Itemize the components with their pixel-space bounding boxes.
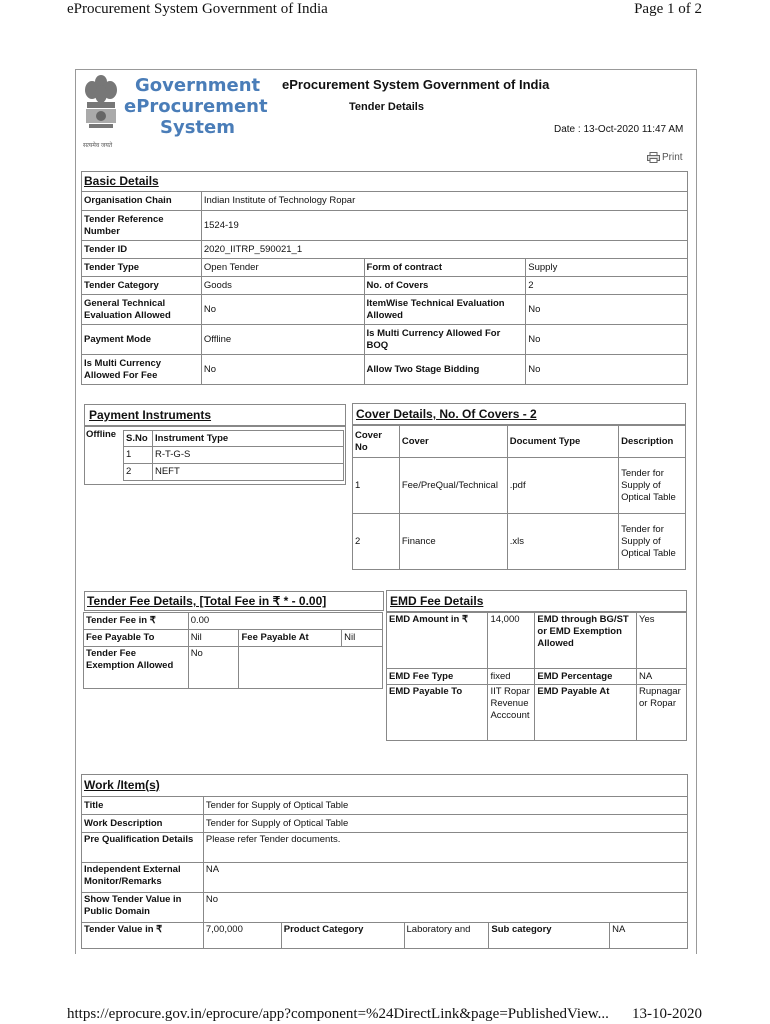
- offline-label: Offline: [86, 429, 117, 440]
- page-header-title: eProcurement System Government of India: [67, 1, 328, 17]
- no-covers-label: No. of Covers: [364, 277, 526, 295]
- multi-boq-value: No: [526, 325, 688, 355]
- payment-instruments-table: [123, 430, 344, 481]
- form-contract-label: Form of contract: [364, 259, 526, 277]
- emd-percentage-label: EMD Percentage: [535, 669, 637, 685]
- fee-payable-to-value: Nil: [188, 630, 239, 647]
- tender-fee-label: Tender Fee in ₹: [84, 613, 189, 630]
- cover-details-table: [352, 425, 686, 570]
- tender-fee-table: [83, 612, 383, 689]
- tender-type-label: Tender Type: [82, 259, 202, 277]
- fee-payable-at-label: Fee Payable At: [239, 630, 342, 647]
- multi-fee-value: No: [201, 355, 364, 385]
- cover-no: 2: [353, 514, 400, 570]
- indep-monitor-value: NA: [203, 863, 687, 893]
- tender-fee-header: [84, 591, 384, 611]
- cover-description: Tender for Supply of Optical Table: [619, 458, 686, 514]
- national-emblem-icon: [81, 72, 121, 147]
- payment-instruments-title: Payment Instruments: [89, 408, 212, 422]
- emd-fee-title: EMD Fee Details: [390, 594, 484, 608]
- cover-row: [353, 458, 686, 514]
- tender-id-value: 2020_IITRP_590021_1: [201, 241, 687, 259]
- emd-payable-at-label: EMD Payable At: [535, 685, 637, 741]
- emd-amount-label: EMD Amount in ₹: [387, 613, 488, 669]
- work-title-label: Title: [82, 797, 204, 815]
- printer-icon: [647, 152, 660, 163]
- emd-payable-to-label: EMD Payable To: [387, 685, 488, 741]
- cover-no: 1: [353, 458, 400, 514]
- payment-mode-label: Payment Mode: [82, 325, 202, 355]
- sub-category-value: NA: [610, 923, 688, 949]
- emd-fee-header: [386, 590, 687, 612]
- org-chain-label: Organisation Chain: [82, 192, 202, 211]
- fee-payable-at-value: Nil: [342, 630, 383, 647]
- product-category-label: Product Category: [281, 923, 404, 949]
- fee-exemption-label: Tender Fee Exemption Allowed: [84, 647, 189, 689]
- payment-instruments-header: [84, 404, 346, 426]
- emd-payable-to-value: IIT Ropar Revenue Acccount: [488, 685, 535, 741]
- page-url: https://eprocure.gov.in/eprocure/app?component=%24DirectLink&page=PublishedView...: [67, 1006, 609, 1022]
- prequal-value: Please refer Tender documents.: [203, 833, 687, 863]
- print-link[interactable]: [647, 152, 683, 163]
- no-covers-value: 2: [526, 277, 688, 295]
- prequal-label: Pre Qualification Details: [82, 833, 204, 863]
- cover-doc-type: .xls: [507, 514, 618, 570]
- logo-text: [124, 75, 268, 138]
- date-text: Date : 13-Oct-2020 11:47 AM: [554, 124, 684, 135]
- cover-row: [353, 514, 686, 570]
- gen-tech-label: General Technical Evaluation Allowed: [82, 295, 202, 325]
- page-number: Page 1 of 2: [634, 1, 702, 17]
- tender-value-value: 7,00,000: [203, 923, 281, 949]
- site-title: eProcurement System Government of India: [282, 77, 550, 92]
- col-instrument-type: Instrument Type: [152, 431, 343, 447]
- cover-doc-type: .pdf: [507, 458, 618, 514]
- emd-amount-value: 14,000: [488, 613, 535, 669]
- itemwise-label: ItemWise Technical Evaluation Allowed: [364, 295, 526, 325]
- cover-details-header: [352, 403, 686, 425]
- multi-fee-label: Is Multi Currency Allowed For Fee: [82, 355, 202, 385]
- payment-mode-value: Offline: [201, 325, 364, 355]
- gen-tech-value: No: [201, 295, 364, 325]
- org-chain-value: Indian Institute of Technology Ropar: [201, 192, 687, 211]
- instrument-row: [124, 464, 344, 481]
- logo-line-3: System: [160, 117, 235, 138]
- fee-payable-to-label: Fee Payable To: [84, 630, 189, 647]
- instrument-row: [124, 447, 344, 464]
- cover-details-title: Cover Details, No. Of Covers - 2: [356, 407, 537, 421]
- cover-description: Tender for Supply of Optical Table: [619, 514, 686, 570]
- emd-fee-type-label: EMD Fee Type: [387, 669, 488, 685]
- tender-type-value: Open Tender: [201, 259, 364, 277]
- empty-cell: [239, 647, 383, 689]
- indep-monitor-label: Independent External Monitor/Remarks: [82, 863, 204, 893]
- col-description: Description: [619, 426, 686, 458]
- emd-percentage-value: NA: [637, 669, 687, 685]
- col-document-type: Document Type: [507, 426, 618, 458]
- logo-line-1: Government: [135, 75, 261, 96]
- multi-boq-label: Is Multi Currency Allowed For BOQ: [364, 325, 526, 355]
- work-desc-value: Tender for Supply of Optical Table: [203, 815, 687, 833]
- emblem-caption: सत्यमेव जयते: [83, 143, 113, 149]
- col-cover-no: Cover No: [353, 426, 400, 458]
- emd-fee-type-value: fixed: [488, 669, 535, 685]
- tender-ref-value: 1524-19: [201, 211, 687, 241]
- tender-fee-value: 0.00: [188, 613, 382, 630]
- logo-line-2: eProcurement: [124, 96, 268, 117]
- show-value-label: Show Tender Value in Public Domain: [82, 893, 204, 923]
- tender-id-label: Tender ID: [82, 241, 202, 259]
- work-item-table: [81, 774, 688, 949]
- emd-payable-at-value: Rupnagar or Ropar: [637, 685, 687, 741]
- instrument-sno: 1: [124, 447, 153, 464]
- tender-category-label: Tender Category: [82, 277, 202, 295]
- emd-through-value: Yes: [637, 613, 687, 669]
- show-value-value: No: [203, 893, 687, 923]
- work-desc-label: Work Description: [82, 815, 204, 833]
- emd-through-label: EMD through BG/ST or EMD Exemption Allowed: [535, 613, 637, 669]
- basic-details-title: Basic Details: [82, 172, 688, 192]
- fee-exemption-value: No: [188, 647, 239, 689]
- instrument-sno: 2: [124, 464, 153, 481]
- basic-details-table: [81, 171, 688, 385]
- form-contract-value: Supply: [526, 259, 688, 277]
- tender-value-label: Tender Value in ₹: [82, 923, 204, 949]
- work-item-title: Work /Item(s): [82, 775, 688, 797]
- sub-category-label: Sub category: [489, 923, 610, 949]
- tender-fee-title: Tender Fee Details, [Total Fee in ₹ * - 0.00]: [87, 594, 327, 608]
- print-label: Print: [662, 152, 683, 163]
- product-category-value: Laboratory and: [404, 923, 489, 949]
- itemwise-value: No: [526, 295, 688, 325]
- two-stage-value: No: [526, 355, 688, 385]
- emd-fee-table: [386, 612, 687, 741]
- print-date: 13-10-2020: [632, 1006, 702, 1022]
- tender-category-value: Goods: [201, 277, 364, 295]
- col-cover: Cover: [399, 426, 507, 458]
- instrument-type: NEFT: [152, 464, 343, 481]
- tender-ref-label: Tender Reference Number: [82, 211, 202, 241]
- instrument-type: R-T-G-S: [152, 447, 343, 464]
- work-title-value: Tender for Supply of Optical Table: [203, 797, 687, 815]
- col-sno: S.No: [124, 431, 153, 447]
- cover-name: Finance: [399, 514, 507, 570]
- cover-name: Fee/PreQual/Technical: [399, 458, 507, 514]
- two-stage-label: Allow Two Stage Bidding: [364, 355, 526, 385]
- page-subtitle: Tender Details: [349, 101, 424, 113]
